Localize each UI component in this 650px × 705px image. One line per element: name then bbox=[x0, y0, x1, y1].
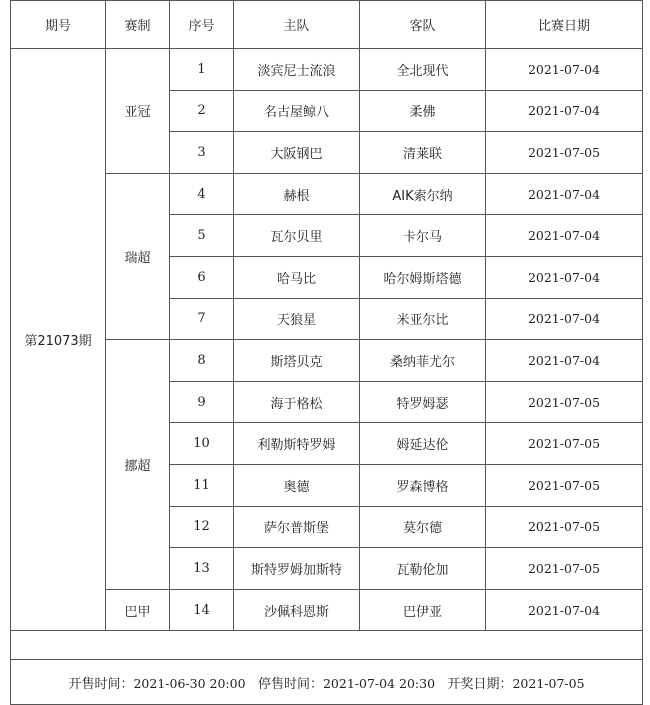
sale-open-time: 2021-06-30 20:00 bbox=[133, 675, 246, 691]
table-row bbox=[11, 49, 643, 91]
sale-close-time: 2021-07-04 20:30 bbox=[322, 675, 436, 691]
table-row bbox=[11, 340, 643, 382]
league-cell: 挪超 bbox=[106, 340, 170, 590]
table-row bbox=[11, 589, 643, 631]
seq-cell: 7 bbox=[170, 298, 234, 340]
draw-date-label: 开奖日期： bbox=[447, 676, 513, 692]
match-date-cell: 2021-07-04 bbox=[486, 215, 643, 257]
match-date-cell: 2021-07-05 bbox=[486, 506, 643, 548]
blank-cell bbox=[11, 631, 643, 660]
league-cell: 亚冠 bbox=[106, 49, 170, 174]
away-team-cell: 哈尔姆斯塔德 bbox=[360, 256, 486, 298]
schedule-table bbox=[10, 0, 643, 705]
away-team-cell: 巴伊亚 bbox=[360, 589, 486, 631]
seq-cell: 13 bbox=[170, 548, 234, 590]
sale-open-label: 开售时间： bbox=[68, 676, 134, 692]
home-team-cell: 奥德 bbox=[234, 464, 360, 506]
league-cell: 瑞超 bbox=[106, 173, 170, 339]
seq-cell: 9 bbox=[170, 381, 234, 423]
blank-row bbox=[11, 631, 643, 660]
home-team-cell: 哈马比 bbox=[234, 256, 360, 298]
header-away: 客队 bbox=[360, 1, 486, 49]
seq-cell: 10 bbox=[170, 423, 234, 465]
match-date-cell: 2021-07-04 bbox=[486, 298, 643, 340]
seq-cell: 14 bbox=[170, 589, 234, 631]
home-team-cell: 瓦尔贝里 bbox=[234, 215, 360, 257]
sale-close-label: 停售时间： bbox=[257, 676, 323, 692]
footer-cell bbox=[11, 660, 643, 705]
period-cell: 第21073期 bbox=[11, 49, 106, 631]
away-team-cell: 卡尔马 bbox=[360, 215, 486, 257]
match-date-cell: 2021-07-04 bbox=[486, 173, 643, 215]
home-team-cell: 大阪钢巴 bbox=[234, 132, 360, 174]
header-row bbox=[11, 1, 643, 49]
match-date-cell: 2021-07-04 bbox=[486, 589, 643, 631]
home-team-cell: 斯特罗姆加斯特 bbox=[234, 548, 360, 590]
header-seq: 序号 bbox=[170, 1, 234, 49]
home-team-cell: 名古屋鲸八 bbox=[234, 90, 360, 132]
seq-cell: 2 bbox=[170, 90, 234, 132]
draw-date: 2021-07-05 bbox=[512, 675, 585, 691]
seq-cell: 1 bbox=[170, 49, 234, 91]
home-team-cell: 淡宾尼士流浪 bbox=[234, 49, 360, 91]
match-date-cell: 2021-07-05 bbox=[486, 423, 643, 465]
seq-cell: 5 bbox=[170, 215, 234, 257]
home-team-cell: 萨尔普斯堡 bbox=[234, 506, 360, 548]
match-date-cell: 2021-07-04 bbox=[486, 256, 643, 298]
away-team-cell: 瓦勒伦加 bbox=[360, 548, 486, 590]
away-team-cell: 全北现代 bbox=[360, 49, 486, 91]
footer-row bbox=[11, 660, 643, 705]
seq-cell: 3 bbox=[170, 132, 234, 174]
home-team-cell: 天狼星 bbox=[234, 298, 360, 340]
seq-cell: 6 bbox=[170, 256, 234, 298]
away-team-cell: 罗森博格 bbox=[360, 464, 486, 506]
match-date-cell: 2021-07-05 bbox=[486, 381, 643, 423]
header-period: 期号 bbox=[11, 1, 106, 49]
home-team-cell: 海于格松 bbox=[234, 381, 360, 423]
match-date-cell: 2021-07-04 bbox=[486, 340, 643, 382]
seq-cell: 8 bbox=[170, 340, 234, 382]
match-date-cell: 2021-07-04 bbox=[486, 90, 643, 132]
away-team-cell: 特罗姆瑟 bbox=[360, 381, 486, 423]
away-team-cell: AIK索尔纳 bbox=[360, 173, 486, 215]
match-date-cell: 2021-07-04 bbox=[486, 49, 643, 91]
seq-cell: 12 bbox=[170, 506, 234, 548]
league-cell: 巴甲 bbox=[106, 589, 170, 631]
away-team-cell: 桑纳菲尤尔 bbox=[360, 340, 486, 382]
seq-cell: 4 bbox=[170, 173, 234, 215]
away-team-cell: 米亚尔比 bbox=[360, 298, 486, 340]
match-date-cell: 2021-07-05 bbox=[486, 132, 643, 174]
home-team-cell: 赫根 bbox=[234, 173, 360, 215]
away-team-cell: 姆延达伦 bbox=[360, 423, 486, 465]
match-date-cell: 2021-07-05 bbox=[486, 548, 643, 590]
away-team-cell: 清莱联 bbox=[360, 132, 486, 174]
away-team-cell: 莫尔德 bbox=[360, 506, 486, 548]
header-date: 比赛日期 bbox=[486, 1, 643, 49]
match-date-cell: 2021-07-05 bbox=[486, 464, 643, 506]
away-team-cell: 柔佛 bbox=[360, 90, 486, 132]
home-team-cell: 利勒斯特罗姆 bbox=[234, 423, 360, 465]
home-team-cell: 斯塔贝克 bbox=[234, 340, 360, 382]
home-team-cell: 沙佩科恩斯 bbox=[234, 589, 360, 631]
seq-cell: 11 bbox=[170, 464, 234, 506]
table-row bbox=[11, 173, 643, 215]
header-home: 主队 bbox=[234, 1, 360, 49]
header-league: 赛制 bbox=[106, 1, 170, 49]
